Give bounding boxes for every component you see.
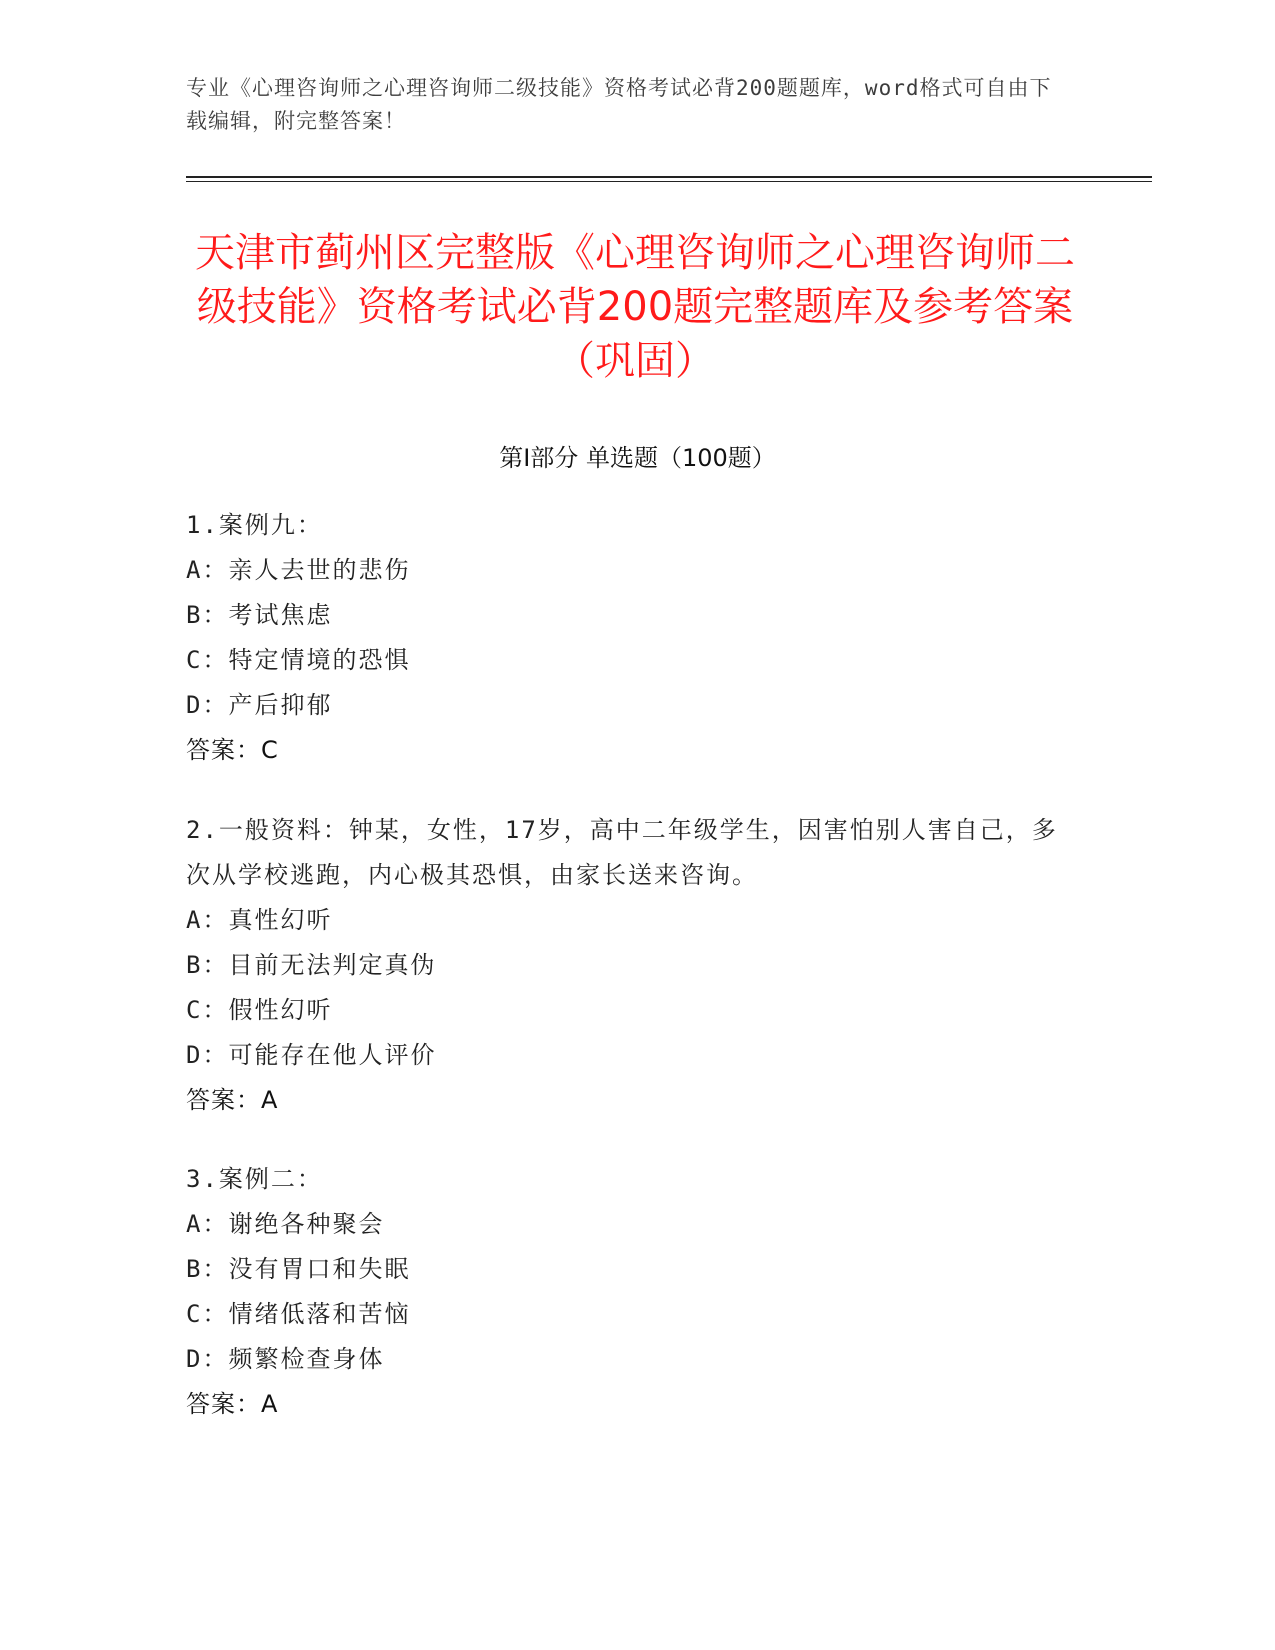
option-a: A：谢绝各种聚会 [186, 1210, 385, 1238]
header-rule-thin [186, 181, 1152, 182]
option-c: C：假性幻听 [186, 996, 333, 1024]
option-a: A：亲人去世的悲伤 [186, 556, 411, 584]
option-d: D：频繁检查身体 [186, 1345, 385, 1373]
question-2 [186, 808, 1066, 1123]
header-rule [186, 176, 1152, 178]
option-c: C：特定情境的恐惧 [186, 646, 411, 674]
option-b: B：目前无法判定真伪 [186, 951, 437, 979]
answer: 答案：A [186, 1390, 279, 1418]
option-b: B：考试焦虑 [186, 601, 333, 629]
answer: 答案：A [186, 1086, 279, 1114]
option-c: C：情绪低落和苦恼 [186, 1300, 411, 1328]
option-d: D：可能存在他人评价 [186, 1041, 437, 1069]
question-stem: 2.一般资料：钟某，女性，17岁，高中二年级学生，因害怕别人害自己，多次从学校逃跑，内心极其恐惧，由家长送来咨询。 [186, 816, 1058, 889]
question-1 [186, 503, 1066, 773]
answer: 答案：C [186, 736, 279, 764]
intro-text: 专业《心理咨询师之心理咨询师二级技能》资格考试必背200题题库，word格式可自由下载编辑，附完整答案！ [186, 76, 1052, 133]
question-stem: 1.案例九： [186, 511, 323, 539]
question-3 [186, 1157, 1066, 1427]
section-heading: 第Ⅰ部分 单选题（100题） [499, 444, 776, 472]
option-a: A：真性幻听 [186, 906, 333, 934]
option-b: B：没有胃口和失眠 [186, 1255, 411, 1283]
document-title: 天津市蓟州区完整版《心理咨询师之心理咨询师二级技能》资格考试必背200题完整题库及参考答案（巩固） [195, 230, 1075, 384]
question-stem: 3.案例二： [186, 1165, 323, 1193]
option-d: D：产后抑郁 [186, 691, 333, 719]
